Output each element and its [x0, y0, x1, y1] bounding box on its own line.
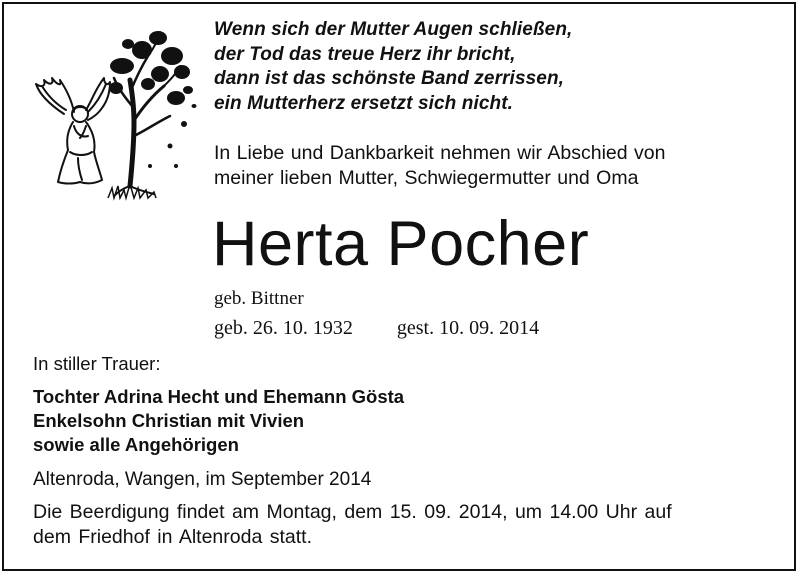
birth-date: geb. 26. 10. 1932	[214, 317, 353, 339]
funeral-notice	[33, 500, 769, 549]
farewell-intro	[214, 141, 770, 191]
place-and-date: Altenroda, Wangen, im September 2014	[33, 469, 372, 490]
mourners-list	[33, 385, 404, 457]
mourner-entry: Enkelsohn Christian mit Vivien	[33, 410, 305, 431]
intro-line: meiner lieben Mutter, Schwiegermutter und Oma	[214, 167, 639, 189]
deceased-name: Herta Pocher	[212, 209, 590, 279]
maiden-name: geb. Bittner	[214, 288, 304, 309]
mourner-entry: sowie alle Angehörigen	[33, 434, 239, 455]
angel-icon	[36, 78, 110, 184]
poem-line: dann ist das schönste Band zerrissen,	[214, 68, 565, 89]
poem-line: ein Mutterherz ersetzt sich nicht.	[214, 92, 514, 114]
mourner-entry: Tochter Adrina Hecht und Ehemann Gösta	[33, 386, 405, 407]
memorial-poem	[214, 18, 774, 116]
tree-icon	[108, 31, 197, 198]
mourning-heading: In stiller Trauer:	[33, 353, 161, 374]
funeral-line: dem Friedhof in Altenroda statt.	[33, 525, 312, 548]
life-dates	[214, 315, 539, 341]
intro-line: In Liebe und Dankbarkeit nehmen wir Abschied von	[214, 142, 666, 164]
funeral-line: Die Beerdigung findet am Montag, dem 15. 09. 2014, um 14.00 Uhr auf	[33, 501, 672, 523]
death-date: gest. 10. 09. 2014	[396, 317, 540, 339]
poem-line: Wenn sich der Mutter Augen schließen,	[214, 19, 573, 40]
memorial-illustration	[30, 26, 202, 216]
poem-line: der Tod das treue Herz ihr bricht,	[214, 43, 516, 65]
